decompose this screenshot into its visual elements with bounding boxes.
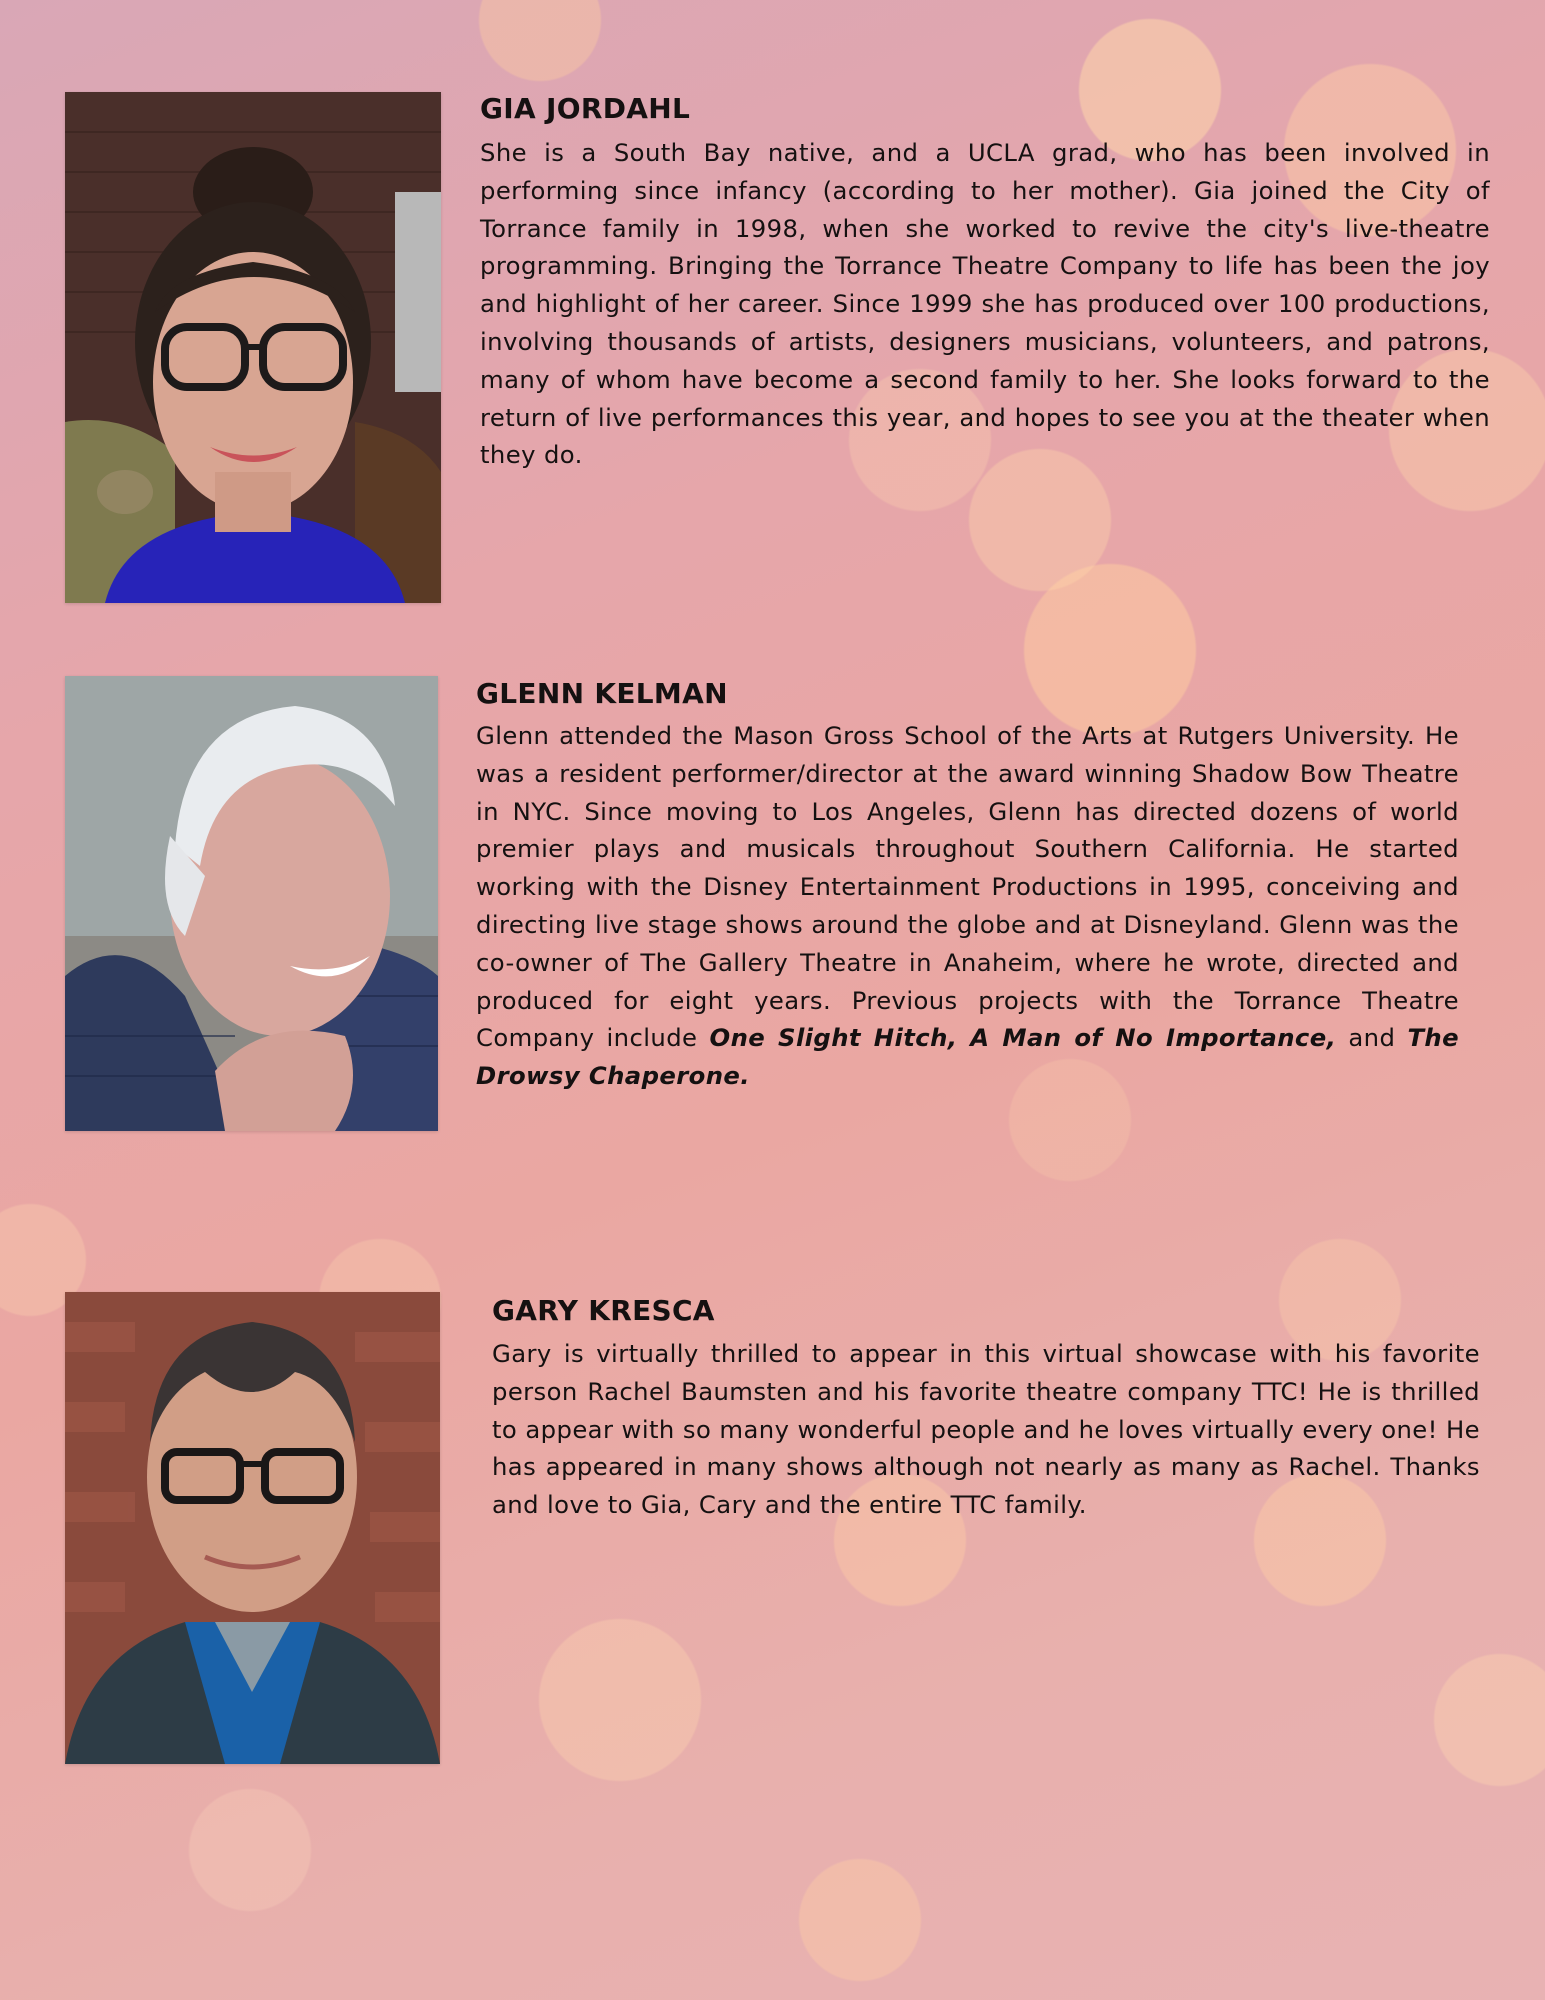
bio-paragraph: Gary is virtually thrilled to appear in this virtual showcase with his favorite person Rachel Baumsten and his favorite theatre company TTC! He is thrilled to appear with so many wonderful people and he loves virtually every one! He has appeared in many shows although not nearly as many as Rachel. Thanks and love to Gia, Cary and the entire TTC family. <box>492 1339 1480 1520</box>
bio-name: GIA JORDAHL <box>480 92 691 125</box>
glenn-kelman-photo <box>65 676 438 1131</box>
production-titles: One Slight Hitch, A Man of No Importance, <box>709 1023 1337 1053</box>
bio-name: GARY KRESCA <box>492 1294 715 1327</box>
gary-kresca-photo <box>65 1292 440 1764</box>
gia-jordahl-photo <box>65 92 441 603</box>
bio-paragraph-body: Glenn attended the Mason Gross School of the Arts at Rutgers University. He was a resident performer/director at the award winning Shadow Bow Theatre in NYC. Since moving to Los Angeles, Glenn has directed dozens of world premier plays and musicals throughout Southern California. He started working with the Disney Entertainment Productions in 1995, conceiving and directing live stage shows around the globe and at Disneyland. Glenn was the co-owner of The Gallery Theatre in Anaheim, where he wrote, directed and produced for eight years. Previous projects with the Torrance Theatre Company include <box>476 721 1459 1053</box>
bio-name: GLENN KELMAN <box>476 677 728 710</box>
bio-paragraph: She is a South Bay native, and a UCLA grad, who has been involved in performing since infancy (according to her mother). Gia joined the City of Torrance family in 1998, when she worked to revive the city's live-theatre programming. Bringing the Torrance Theatre Company to life has been the joy and highlight of her career. Since 1999 she has produced over 100 productions, involving thousands of artists, designers musicians, volunteers, and patrons, many of whom have become a second family to her. She looks forward to the return of live performances this year, and hopes to see you at the theater when they do. <box>480 138 1490 470</box>
production-title: The Drowsy Chaperone. <box>476 1023 1460 1091</box>
bio-paragraph <box>476 717 1459 1095</box>
conjunction: and <box>1348 1023 1396 1053</box>
